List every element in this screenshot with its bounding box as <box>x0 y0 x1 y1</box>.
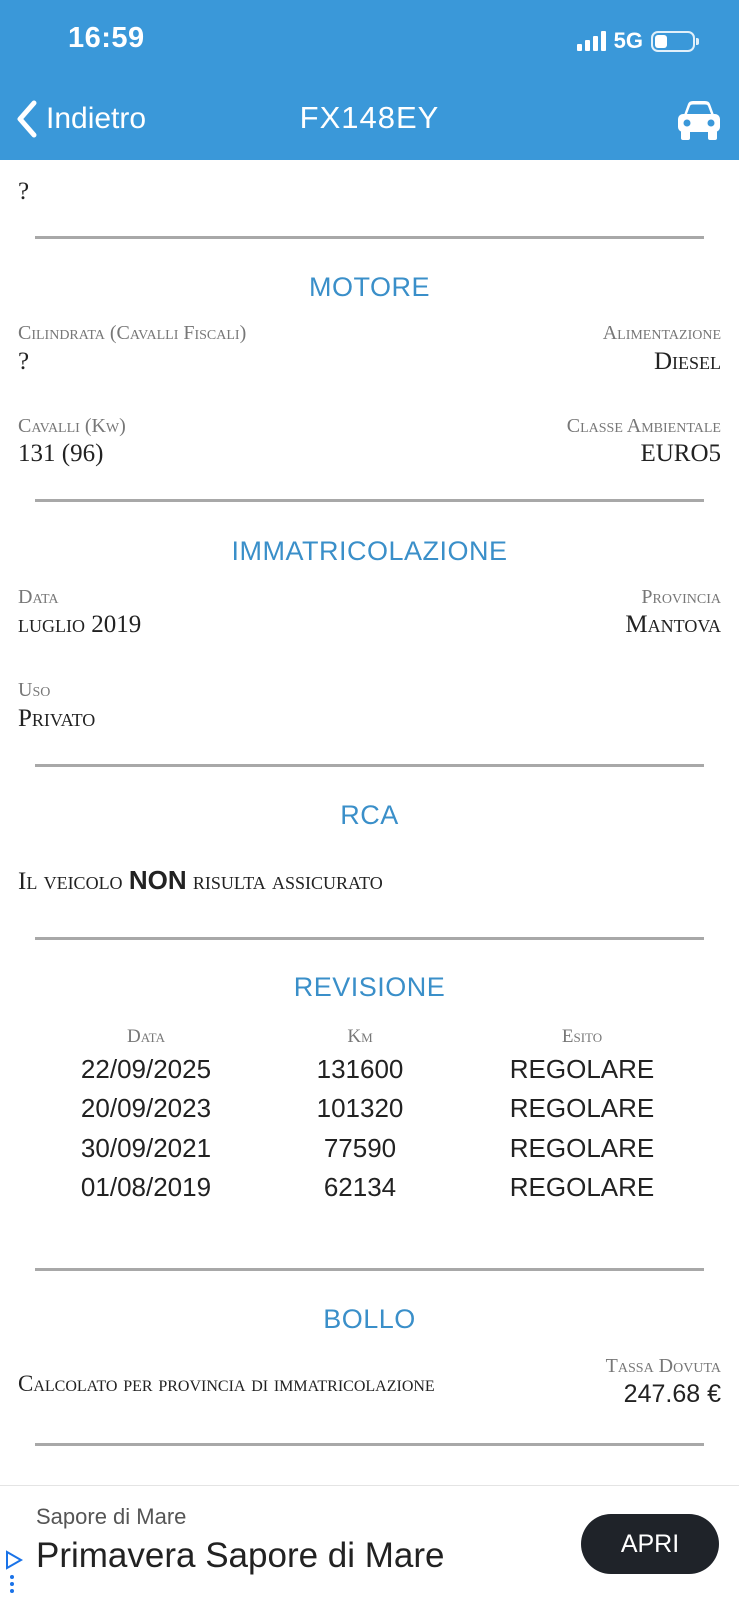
rca-not-insured-emphasis: NON <box>128 865 187 895</box>
ad-open-button[interactable]: APRI <box>581 1514 719 1574</box>
cavalli-label: Cavalli (Kw) <box>18 415 126 437</box>
section-title-bollo: BOLLO <box>323 1304 416 1334</box>
revisione-header-esito: Esito <box>561 1026 603 1047</box>
table-row <box>0 1093 739 1131</box>
provincia-label: Provincia <box>641 586 721 608</box>
revisione-header-data: Data <box>127 1026 165 1047</box>
rca-text-before: Il veicolo <box>18 868 123 895</box>
revisione-esito: REGOLARE <box>509 1054 655 1084</box>
classe-ambientale-label: Classe Ambientale <box>566 415 721 437</box>
signal-icon <box>577 31 606 51</box>
cavalli-value: 131 (96) <box>18 440 104 467</box>
revisione-esito: REGOLARE <box>509 1093 655 1123</box>
revisione-esito: REGOLARE <box>509 1172 655 1202</box>
car-icon[interactable] <box>675 98 723 147</box>
section-title-motore: MOTORE <box>308 272 430 302</box>
ad-banner[interactable] <box>0 1485 739 1600</box>
ad-source: Sapore di Mare <box>36 1504 187 1529</box>
divider <box>35 1268 704 1271</box>
tassa-dovuta-value: 247.68 € <box>623 1380 721 1408</box>
header-bar <box>0 0 739 160</box>
bollo-description: Calcolato per provincia di immatricolazione <box>18 1371 435 1396</box>
revisione-date: 20/09/2023 <box>80 1093 212 1123</box>
revisione-km: 62134 <box>323 1172 397 1202</box>
cilindrata-value: ? <box>18 348 30 375</box>
battery-icon <box>651 31 695 52</box>
status-icons <box>577 28 695 54</box>
ad-title[interactable]: Primavera Sapore di Mare <box>36 1536 445 1575</box>
top-value: ? <box>18 178 30 205</box>
revisione-date: 22/09/2025 <box>80 1054 212 1084</box>
divider <box>35 236 704 239</box>
uso-value: Privato <box>18 705 96 732</box>
back-label: Indietro <box>46 102 147 135</box>
table-row <box>0 1133 739 1171</box>
data-immatricolazione-value: luglio 2019 <box>18 611 142 638</box>
revisione-esito: REGOLARE <box>509 1133 655 1163</box>
tassa-dovuta-label: Tassa Dovuta <box>605 1355 721 1377</box>
ad-choices-icon[interactable] <box>4 1550 24 1594</box>
section-title-revisione: REVISIONE <box>293 972 446 1002</box>
data-immatricolazione-label: Data <box>18 586 59 608</box>
uso-label: Uso <box>18 679 51 701</box>
rca-text-after: risulta assicurato <box>192 868 383 895</box>
cilindrata-label: Cilindrata (Cavalli Fiscali) <box>18 322 247 344</box>
rca-status <box>18 865 383 896</box>
divider <box>35 1443 704 1446</box>
divider <box>35 499 704 502</box>
revisione-date: 30/09/2021 <box>80 1133 212 1163</box>
network-type: 5G <box>613 28 643 53</box>
revisione-km: 101320 <box>316 1093 404 1123</box>
section-title-immatricolazione: IMMATRICOLAZIONE <box>231 536 508 566</box>
section-title-rca: RCA <box>340 800 399 830</box>
alimentazione-value: Diesel <box>653 348 721 375</box>
page-title: FX148EY <box>299 100 440 135</box>
divider <box>35 764 704 767</box>
revisione-date: 01/08/2019 <box>80 1172 212 1202</box>
table-row <box>0 1172 739 1210</box>
divider <box>35 937 704 940</box>
status-time: 16:59 <box>68 22 145 54</box>
provincia-value: Mantova <box>625 611 721 638</box>
alimentazione-label: Alimentazione <box>602 322 721 344</box>
classe-ambientale-value: EURO5 <box>640 440 721 467</box>
revisione-km: 131600 <box>316 1054 404 1084</box>
revisione-km: 77590 <box>323 1133 397 1163</box>
revisione-header-km: Km <box>347 1026 373 1047</box>
table-row <box>0 1054 739 1092</box>
